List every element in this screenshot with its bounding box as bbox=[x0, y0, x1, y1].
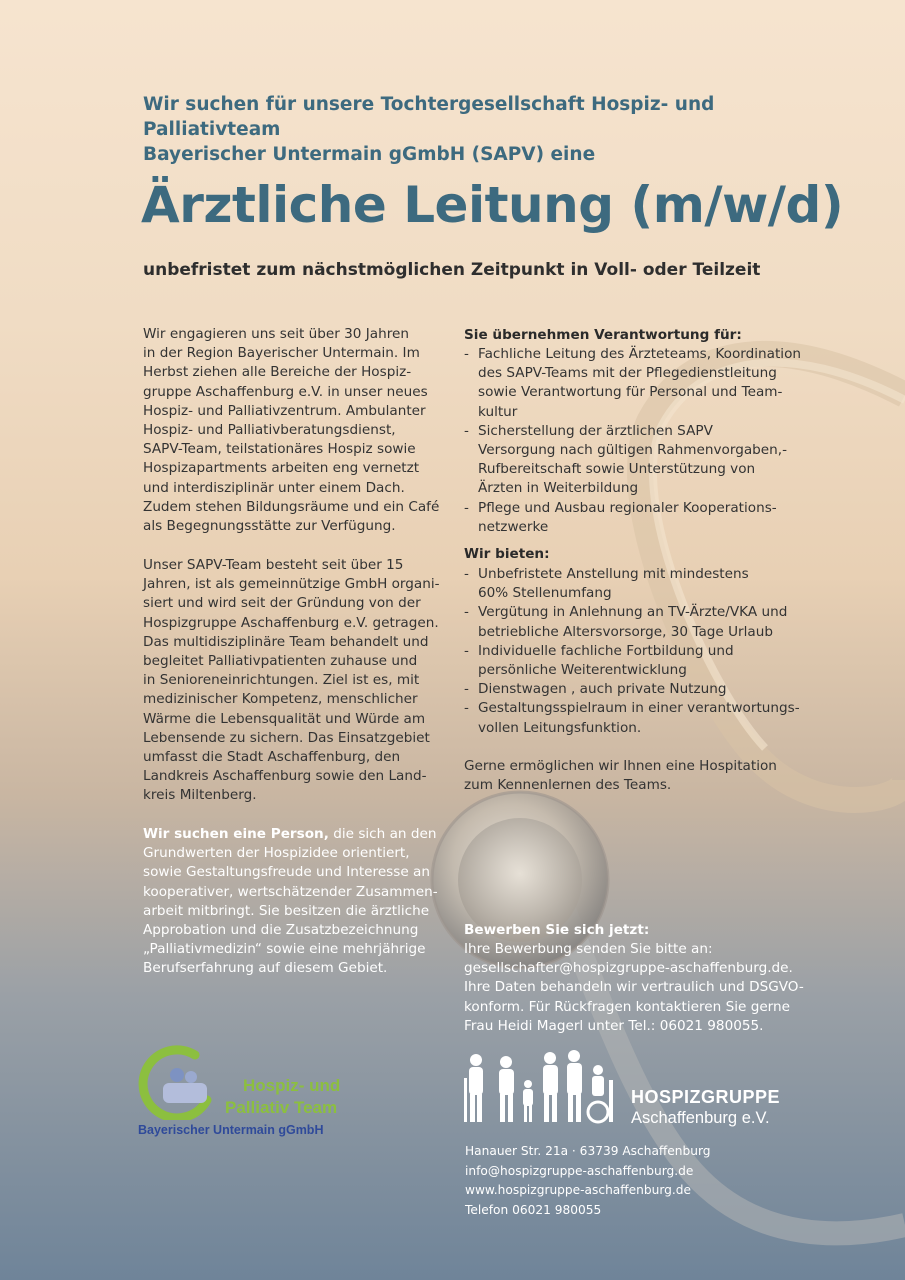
candidate-lead: Wir suchen eine Person, bbox=[143, 826, 329, 842]
intro-line-1: Wir suchen für unsere Tochtergesellschaft Hospiz- und Palliativteam bbox=[143, 94, 715, 140]
hospizgruppe-logo bbox=[462, 1050, 862, 1130]
list-item: - Fachliche Leitung des Ärzteteams, Koordination des SAPV-Teams mit der Pflegedienstleitung sowie Verantwortung für Personal und Team- kultur bbox=[464, 345, 824, 422]
logo-ring-icon bbox=[135, 1045, 225, 1120]
job-subtitle: unbefristet zum nächstmöglichen Zeitpunkt in Voll- oder Teilzeit bbox=[143, 260, 761, 280]
list-item: - Sicherstellung der ärztlichen SAPV Versorgung nach gültigen Rahmenvorgaben,- Rufbereitschaft sowie Unterstützung von Ärzten in Weiterbildung bbox=[464, 422, 824, 499]
hospizgruppe-name: HOSPIZGRUPPE bbox=[631, 1087, 781, 1107]
responsibilities-list bbox=[464, 345, 824, 537]
responsibilities-heading: Sie übernehmen Verantwortung für: bbox=[464, 327, 742, 343]
apply-text: Ihre Bewerbung senden Sie bitte an: gesellschafter@hospizgruppe-aschaffenburg.de. Ihre Daten behandeln wir vertraulich und DSGVO- konform. Für Rückfragen kontaktieren Sie gerne Frau Heidi Magerl unter Tel.: 06021 980055. bbox=[464, 941, 804, 1034]
hospizgruppe-subname: Aschaffenburg e.V. bbox=[631, 1109, 770, 1127]
candidate-text: die sich an den Grundwerten der Hospizidee orientiert, sowie Gestaltungsfreude und Interesse an kooperativer, wertschätzender Zusammen- arbeit mitbringt. Sie besitzen die ärztliche Approbation und die Zusatzbezeichnung „Palliativmedizin“ sowie eine mehrjährige Berufserfahrung auf diesem Gebiet. bbox=[143, 826, 438, 977]
palliativ-team-logo bbox=[135, 1045, 375, 1145]
logo-text-line-2: Palliativ Team bbox=[225, 1098, 338, 1117]
people-silhouettes-icon bbox=[462, 1050, 627, 1130]
list-item: - Unbefristete Anstellung mit mindestens 60% Stellenumfang bbox=[464, 565, 824, 603]
intro-text bbox=[143, 92, 843, 167]
contact-info: Hanauer Str. 21a · 63739 Aschaffenburg info@hospizgruppe-aschaffenburg.de www.hospizgruppe-aschaffenburg.de Telefon 06021 980055 bbox=[465, 1144, 711, 1217]
team-paragraph: Unser SAPV-Team besteht seit über 15 Jahren, ist als gemeinnützige GmbH organi- siert und wird seit der Gründung von der Hospizgruppe Aschaffenburg e.V. getragen. Das multidisziplinäre Team behandelt und begleitet Palliativpatienten zuhause und in Senioreneinrichtungen. Ziel ist es, mit medizinischer Kompetenz, menschlicher Wärme die Lebensqualität und Würde am Lebensende zu sichern. Das Einsatzgebiet umfasst die Stadt Aschaffenburg, den Landkreis Aschaffenburg sowie den Land- kreis Miltenberg. bbox=[143, 557, 440, 804]
apply-heading: Bewerben Sie sich jetzt: bbox=[464, 922, 650, 938]
offer-heading: Wir bieten: bbox=[464, 546, 550, 562]
offer-list bbox=[464, 565, 824, 738]
logo-text-line-3: Bayerischer Untermain gGmbH bbox=[138, 1123, 324, 1137]
job-title: Ärztliche Leitung (m/w/d) bbox=[141, 176, 844, 234]
list-item: - Dienstwagen , auch private Nutzung bbox=[464, 680, 824, 699]
list-item: - Individuelle fachliche Fortbildung und persönliche Weiterentwicklung bbox=[464, 642, 824, 680]
about-paragraph: Wir engagieren uns seit über 30 Jahren in der Region Bayerischer Untermain. Im Herbst ziehen alle Bereiche der Hospiz- gruppe Aschaffenburg e.V. in unser neues Hospiz- und Palliativzentrum. Ambulanter Hospiz- und Palliativberatungsdienst, SAPV-Team, teilstationäres Hospiz sowie Hospizapartments arbeiten eng vernetzt und interdisziplinär unter einem Dach. Zudem stehen Bildungsräume und ein Café als Begegnungsstätte zur Verfügung. bbox=[143, 326, 440, 535]
candidate-paragraph bbox=[143, 825, 453, 979]
list-item: - Pflege und Ausbau regionaler Kooperations- netzwerke bbox=[464, 499, 824, 537]
hospitation-text: Gerne ermöglichen wir Ihnen eine Hospitation zum Kennenlernen des Teams. bbox=[464, 758, 777, 794]
list-item: - Gestaltungsspielraum in einer verantwortungs- vollen Leitungsfunktion. bbox=[464, 699, 824, 737]
list-item: - Vergütung in Anlehnung an TV-Ärzte/VKA und betriebliche Altersvorsorge, 30 Tage Urlaub bbox=[464, 603, 824, 641]
intro-line-2: Bayerischer Untermain gGmbH (SAPV) eine bbox=[143, 144, 596, 165]
logo-text-line-1: Hospiz- und bbox=[243, 1076, 341, 1095]
